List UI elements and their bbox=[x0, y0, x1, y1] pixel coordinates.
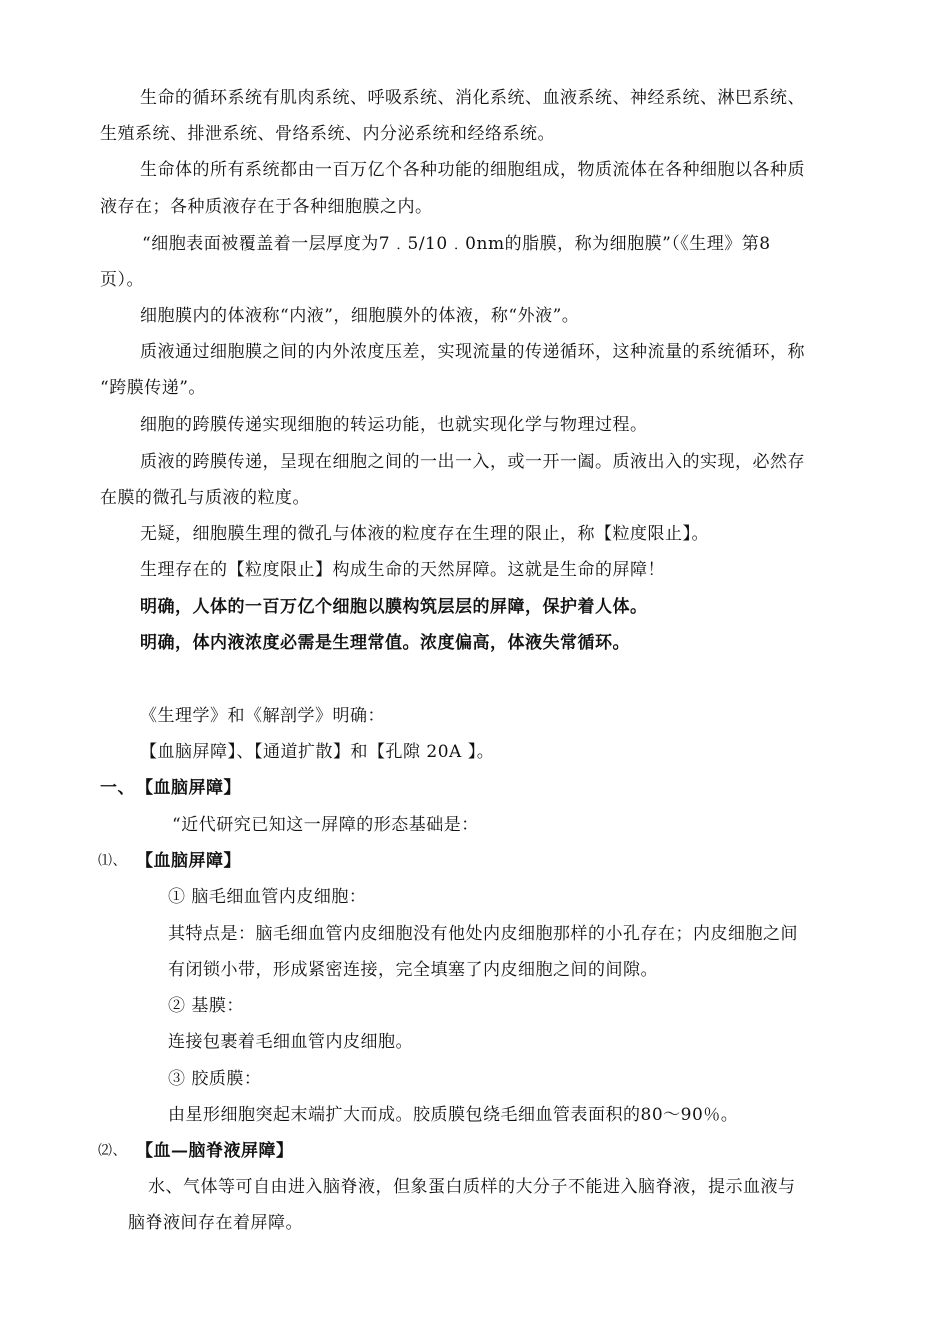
paragraph-line: 生命体的所有系统都由一百万亿个各种功能的细胞组成，物质流体在各种细胞以各种质 bbox=[140, 160, 805, 180]
paragraph-line: 由星形细胞突起末端扩大而成。胶质膜包绕毛细血管表面积的80～90％。 bbox=[168, 1105, 739, 1125]
list-item: ② 基膜： bbox=[168, 996, 244, 1016]
paragraph-line: 【血脑屏障】、【通道扩散】和【孔隙 20A 】。 bbox=[140, 742, 495, 762]
paragraph-line: 生命的循环系统有肌肉系统、呼吸系统、消化系统、血液系统、神经系统、淋巴系统、 bbox=[140, 88, 805, 108]
list-item: ① 脑毛细血管内皮细胞： bbox=[168, 887, 367, 907]
paragraph-line: 在膜的微孔与质液的粒度。 bbox=[100, 488, 310, 508]
paragraph-line: 生理存在的【粒度限止】构成生命的天然屏障。这就是生命的屏障！ bbox=[140, 560, 665, 580]
paragraph-line: 质液的跨膜传递，呈现在细胞之间的一出一入，或一开一阖。质液出入的实现，必然存 bbox=[140, 452, 805, 472]
paragraph-line: “近代研究已知这一屏障的形态基础是： bbox=[172, 815, 479, 835]
subsection-heading: 【血—脑脊液屏障】 bbox=[136, 1141, 294, 1161]
section-heading: 【血脑屏障】 bbox=[136, 778, 241, 798]
paragraph-line: 液存在；各种质液存在于各种细胞膜之内。 bbox=[100, 197, 433, 217]
section-number: 一、 bbox=[100, 778, 135, 798]
list-item: ③ 胶质膜： bbox=[168, 1069, 262, 1089]
subsection-number: ⑴、 bbox=[98, 853, 127, 869]
bold-statement: 明确，人体的一百万亿个细胞以膜构筑层层的屏障，保护着人体。 bbox=[140, 597, 648, 617]
paragraph-line: 质液通过细胞膜之间的内外浓度压差，实现流量的传递循环，这种流量的系统循环，称 bbox=[140, 342, 805, 362]
paragraph-line: 无疑，细胞膜生理的微孔与体液的粒度存在生理的限止，称【粒度限止】。 bbox=[140, 524, 709, 544]
subsection-heading: 【血脑屏障】 bbox=[136, 851, 241, 871]
paragraph-line: 生殖系统、排泄系统、骨络系统、内分泌系统和经络系统。 bbox=[100, 124, 555, 144]
paragraph-line: 脑脊液间存在着屏障。 bbox=[128, 1213, 303, 1233]
paragraph-line: 细胞膜内的体液称“内液”，细胞膜外的体液，称“外液”。 bbox=[140, 306, 580, 326]
paragraph-line: 连接包裹着毛细血管内皮细胞。 bbox=[168, 1032, 413, 1052]
paragraph-line: “细胞表面被覆盖着一层厚度为7﹒5/10﹒0nm的脂膜，称为细胞膜”（《生理》第8 bbox=[142, 234, 771, 254]
paragraph-line: 水、气体等可自由进入脑脊液，但象蛋白质样的大分子不能进入脑脊液，提示血液与 bbox=[148, 1177, 796, 1197]
paragraph-line: 细胞的跨膜传递实现细胞的转运功能，也就实现化学与物理过程。 bbox=[140, 415, 648, 435]
paragraph-line: 《生理学》和《解剖学》明确： bbox=[140, 706, 385, 726]
paragraph-line: 其特点是：脑毛细血管内皮细胞没有他处内皮细胞那样的小孔存在；内皮细胞之间 bbox=[168, 924, 798, 944]
subsection-number: ⑵、 bbox=[98, 1143, 127, 1159]
bold-statement: 明确，体内液浓度必需是生理常值。浓度偏高，体液失常循环。 bbox=[140, 633, 630, 653]
paragraph-line: 有闭锁小带，形成紧密连接，完全填塞了内皮细胞之间的间隙。 bbox=[168, 960, 658, 980]
paragraph-line: 页）。 bbox=[100, 270, 144, 290]
paragraph-line: “跨膜传递”。 bbox=[100, 378, 206, 398]
